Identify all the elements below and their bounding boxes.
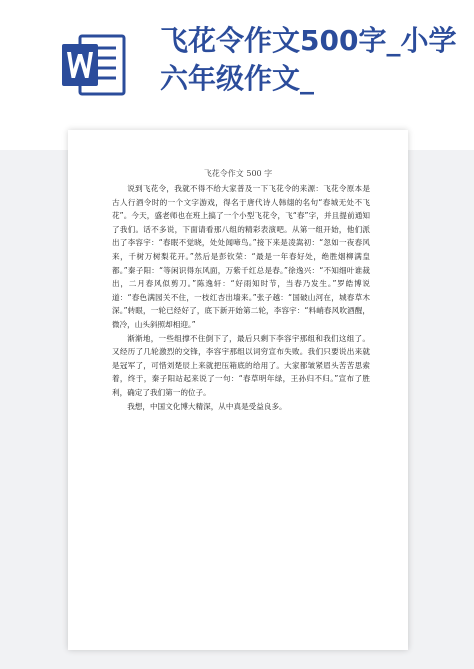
document-body (112, 182, 370, 413)
paragraph: 渐渐地，一些组撑不住倒下了，最后只剩下李容宇那组和我们这组了。又经历了几轮激烈的交锋，李容宇那组以词穷宣布失败。我们只要说出来就是冠军了，可惜刘楚辰上来就把压箱底的给用了。大家都皱紧眉头苦苦思索着，终于，秦子阳站起来说了一句：“春草明年绿，王孙归不归。”宣布了胜利，确定了我们第一的位子。 (112, 333, 370, 397)
document-title: 飞花令作文 500 字 (203, 169, 273, 178)
word-doc-icon (58, 30, 128, 100)
header-banner (0, 0, 474, 150)
paragraph: 我想，中国文化博大精深，从中真是受益良多。 (127, 401, 287, 411)
page-title: 飞花令作文500字_小学六年级作文_ (160, 24, 457, 95)
document-page (68, 130, 408, 650)
paragraph: 说到飞花令，我就不得不给大家普及一下飞花令的来源：飞花令原本是古人行酒令时的一个文字游戏，得名于唐代诗人韩翃的名句“春城无处不飞花”。今天，盛老师也在班上搞了一个小型飞花令，飞“春”字，并且提前通知了我们。话不多说，下面请看那八组的精彩表演吧。从第一组开始，他们派出了李容宇：“春眠不觉晓，处处闻啼鸟。”接下来是凌嵩初：“忽如一夜春风来，千树万树梨花开。”然后是彭钦荣：“最是一年春好处，绝胜烟柳满皇都。”秦子阳：“等闲识得东风面，万紫千红总是春。”徐逸兴：“不知细叶谁裁出，二月春风似剪刀。”陈逸轩：“好雨知时节，当春乃发生。”罗皓博说道：“春色满园关不住，一枝红杏出墙来。”张子越：“国破山河在，城春草木深。”转眼，一轮已经好了，底下新开始第二轮，李容宇：“料峭春风吹酒醒，微冷，山头斜照却相迎。” (112, 184, 370, 329)
